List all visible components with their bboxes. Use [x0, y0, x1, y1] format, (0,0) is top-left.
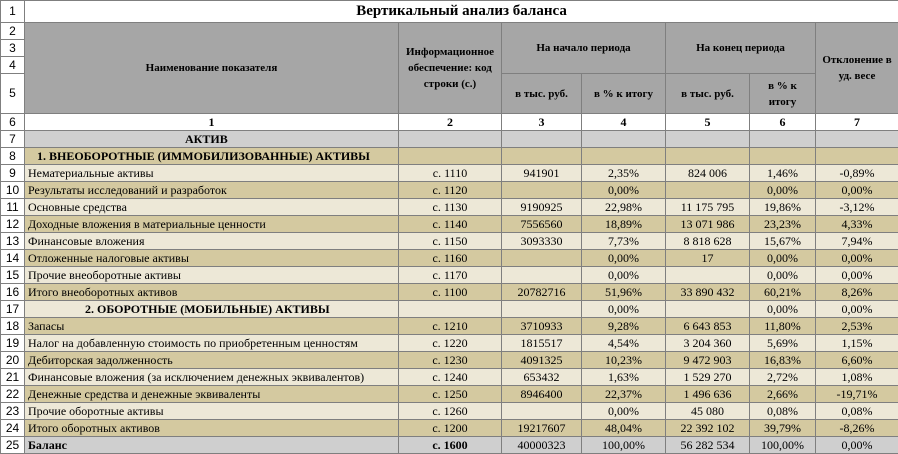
indicator-name-cell[interactable]: Отложенные налоговые активы: [25, 250, 399, 267]
indicator-name-cell[interactable]: Итого внеоборотных активов: [25, 284, 399, 301]
deviation-cell[interactable]: -3,12%: [816, 199, 898, 216]
pct-start-cell[interactable]: 48,04%: [582, 420, 666, 437]
value-end-cell[interactable]: 45 080: [666, 403, 750, 420]
line-code-cell[interactable]: с. 1100: [399, 284, 502, 301]
row-number[interactable]: 8: [1, 148, 25, 165]
column-number[interactable]: 1: [25, 114, 399, 131]
value-start-cell[interactable]: 4091325: [502, 352, 582, 369]
section-row: [1, 301, 898, 318]
line-code-cell[interactable]: с. 1250: [399, 386, 502, 403]
deviation-cell[interactable]: 1,15%: [816, 335, 898, 352]
cell[interactable]: [666, 301, 750, 318]
row-number[interactable]: 15: [1, 267, 25, 284]
line-code-cell[interactable]: с. 1220: [399, 335, 502, 352]
row-number[interactable]: 24: [1, 420, 25, 437]
pct-start-cell[interactable]: 9,28%: [582, 318, 666, 335]
line-code-cell[interactable]: с. 1170: [399, 267, 502, 284]
row-number[interactable]: 17: [1, 301, 25, 318]
value-end-cell[interactable]: 1 529 270: [666, 369, 750, 386]
table-row: [1, 369, 898, 386]
section-2-label[interactable]: 2. ОБОРОТНЫЕ (МОБИЛЬНЫЕ) АКТИВЫ: [25, 301, 399, 318]
pct-end-cell[interactable]: 1,46%: [750, 165, 816, 182]
column-number[interactable]: 4: [582, 114, 666, 131]
value-end-cell[interactable]: 3 204 360: [666, 335, 750, 352]
value-start-cell[interactable]: 1815517: [502, 335, 582, 352]
cell[interactable]: [582, 131, 666, 148]
pct-end-cell[interactable]: 2,72%: [750, 369, 816, 386]
value-end-cell[interactable]: 9 472 903: [666, 352, 750, 369]
cell[interactable]: [399, 148, 502, 165]
table-row: [1, 386, 898, 403]
pct-end-cell[interactable]: 0,00%: [750, 182, 816, 199]
header-pct-end[interactable]: в % к итогу: [750, 74, 816, 114]
row-number[interactable]: 10: [1, 182, 25, 199]
pct-end-cell[interactable]: 0,00%: [750, 267, 816, 284]
pct-end-cell[interactable]: 16,83%: [750, 352, 816, 369]
header-name[interactable]: Наименование показателя: [25, 23, 399, 114]
title-row: [1, 1, 898, 23]
table-row: [1, 352, 898, 369]
deviation-cell[interactable]: 4,33%: [816, 216, 898, 233]
column-number[interactable]: 5: [666, 114, 750, 131]
pct-start-cell[interactable]: 100,00%: [582, 437, 666, 454]
row-number[interactable]: 4: [1, 57, 25, 74]
indicator-name-cell[interactable]: Налог на добавленную стоимость по приобретенным ценностям: [25, 335, 399, 352]
indicator-name-cell[interactable]: Доходные вложения в материальные ценности: [25, 216, 399, 233]
pct-end-cell[interactable]: 11,80%: [750, 318, 816, 335]
deviation-cell[interactable]: 0,08%: [816, 403, 898, 420]
row-number[interactable]: 13: [1, 233, 25, 250]
table-row: [1, 199, 898, 216]
value-start-cell[interactable]: 7556560: [502, 216, 582, 233]
line-code-cell[interactable]: с. 1150: [399, 233, 502, 250]
value-start-cell[interactable]: 19217607: [502, 420, 582, 437]
row-number[interactable]: 1: [1, 1, 25, 23]
table-row: [1, 165, 898, 182]
deviation-cell[interactable]: -8,26%: [816, 420, 898, 437]
value-start-cell[interactable]: 653432: [502, 369, 582, 386]
pct-start-cell[interactable]: 51,96%: [582, 284, 666, 301]
column-numbers-row: [1, 114, 898, 131]
indicator-name-cell[interactable]: Запасы: [25, 318, 399, 335]
row-number[interactable]: 2: [1, 23, 25, 40]
deviation-cell[interactable]: 6,60%: [816, 352, 898, 369]
deviation-cell[interactable]: -0,89%: [816, 165, 898, 182]
deviation-cell[interactable]: 1,08%: [816, 369, 898, 386]
pct-start-cell[interactable]: 0,00%: [582, 267, 666, 284]
deviation-cell[interactable]: 2,53%: [816, 318, 898, 335]
cell[interactable]: [399, 301, 502, 318]
pct-start-cell[interactable]: 4,54%: [582, 335, 666, 352]
row-number[interactable]: 3: [1, 40, 25, 57]
balance-row: [1, 437, 898, 454]
row-number[interactable]: 12: [1, 216, 25, 233]
row-number[interactable]: 9: [1, 165, 25, 182]
value-end-cell[interactable]: 6 643 853: [666, 318, 750, 335]
table-row: [1, 182, 898, 199]
row-number[interactable]: 21: [1, 369, 25, 386]
value-end-cell[interactable]: 13 071 986: [666, 216, 750, 233]
pct-start-cell[interactable]: 22,37%: [582, 386, 666, 403]
table-row: [1, 420, 898, 437]
pct-end-cell[interactable]: 0,08%: [750, 403, 816, 420]
pct-end-cell[interactable]: 5,69%: [750, 335, 816, 352]
deviation-cell[interactable]: 0,00%: [816, 437, 898, 454]
table-row: [1, 216, 898, 233]
pct-start-cell[interactable]: 1,63%: [582, 369, 666, 386]
column-number[interactable]: 7: [816, 114, 898, 131]
deviation-cell[interactable]: 0,00%: [816, 267, 898, 284]
header-thous-rub-end[interactable]: в тыс. руб.: [666, 74, 750, 114]
line-code-cell[interactable]: с. 1600: [399, 437, 502, 454]
value-end-cell[interactable]: 824 006: [666, 165, 750, 182]
pct-end-cell[interactable]: 15,67%: [750, 233, 816, 250]
pct-end-cell[interactable]: 100,00%: [750, 437, 816, 454]
indicator-name-cell[interactable]: Результаты исследований и разработок: [25, 182, 399, 199]
table-row: [1, 335, 898, 352]
deviation-cell[interactable]: 7,94%: [816, 233, 898, 250]
table-row: [1, 284, 898, 301]
line-code-cell[interactable]: с. 1210: [399, 318, 502, 335]
indicator-name-cell[interactable]: Финансовые вложения: [25, 233, 399, 250]
sheet-title[interactable]: Вертикальный анализ баланса: [25, 1, 898, 23]
deviation-cell[interactable]: -19,71%: [816, 386, 898, 403]
pct-start-cell[interactable]: 10,23%: [582, 352, 666, 369]
value-end-cell[interactable]: 22 392 102: [666, 420, 750, 437]
section-row: [1, 148, 898, 165]
indicator-name-cell[interactable]: Денежные средства и денежные эквиваленты: [25, 386, 399, 403]
cell[interactable]: [502, 148, 582, 165]
table-row: [1, 318, 898, 335]
line-code-cell[interactable]: с. 1140: [399, 216, 502, 233]
header-row: [1, 23, 898, 40]
section-asset-label[interactable]: АКТИВ: [25, 131, 399, 148]
header-pct-start[interactable]: в % к итогу: [582, 74, 666, 114]
pct-end-cell[interactable]: 2,66%: [750, 386, 816, 403]
cell[interactable]: [750, 148, 816, 165]
row-number[interactable]: 20: [1, 352, 25, 369]
line-code-cell[interactable]: с. 1110: [399, 165, 502, 182]
pct-start-cell[interactable]: 0,00%: [582, 182, 666, 199]
value-end-cell[interactable]: 8 818 628: [666, 233, 750, 250]
line-code-cell[interactable]: с. 1160: [399, 250, 502, 267]
section-row: [1, 131, 898, 148]
column-number[interactable]: 6: [750, 114, 816, 131]
pct-end-cell[interactable]: 19,86%: [750, 199, 816, 216]
header-end-period[interactable]: На конец периода: [666, 23, 816, 74]
cell[interactable]: [502, 131, 582, 148]
value-start-cell[interactable]: 8946400: [502, 386, 582, 403]
indicator-name-cell[interactable]: Финансовые вложения (за исключением денежных эквивалентов): [25, 369, 399, 386]
indicator-name-cell[interactable]: Прочие оборотные активы: [25, 403, 399, 420]
value-start-cell[interactable]: 3093330: [502, 233, 582, 250]
cell[interactable]: [666, 131, 750, 148]
value-end-cell[interactable]: 11 175 795: [666, 199, 750, 216]
deviation-cell[interactable]: 0,00%: [816, 182, 898, 199]
header-deviation[interactable]: Отклонение в уд. весе: [816, 23, 898, 114]
cell[interactable]: [502, 301, 582, 318]
pct-start-cell[interactable]: 7,73%: [582, 233, 666, 250]
header-thous-rub-start[interactable]: в тыс. руб.: [502, 74, 582, 114]
line-code-cell[interactable]: с. 1230: [399, 352, 502, 369]
column-number[interactable]: 3: [502, 114, 582, 131]
value-start-cell[interactable]: 40000323: [502, 437, 582, 454]
header-start-period[interactable]: На начало периода: [502, 23, 666, 74]
value-end-cell[interactable]: 17: [666, 250, 750, 267]
indicator-name-cell[interactable]: Дебиторская задолженность: [25, 352, 399, 369]
pct-start-cell[interactable]: 0,00%: [582, 403, 666, 420]
header-info[interactable]: Информационное обеспечение: код строки (с.): [399, 23, 502, 114]
row-number[interactable]: 7: [1, 131, 25, 148]
line-code-cell[interactable]: с. 1120: [399, 182, 502, 199]
cell[interactable]: [816, 148, 898, 165]
row-number[interactable]: 14: [1, 250, 25, 267]
row-number[interactable]: 11: [1, 199, 25, 216]
indicator-name-cell[interactable]: Нематериальные активы: [25, 165, 399, 182]
row-number[interactable]: 23: [1, 403, 25, 420]
line-code-cell[interactable]: с. 1200: [399, 420, 502, 437]
value-start-cell[interactable]: 3710933: [502, 318, 582, 335]
pct-start-cell[interactable]: 2,35%: [582, 165, 666, 182]
deviation-cell[interactable]: 8,26%: [816, 284, 898, 301]
value-start-cell[interactable]: [502, 182, 582, 199]
value-start-cell[interactable]: [502, 250, 582, 267]
cell[interactable]: [750, 131, 816, 148]
indicator-name-cell[interactable]: Основные средства: [25, 199, 399, 216]
row-number[interactable]: 18: [1, 318, 25, 335]
indicator-name-cell[interactable]: Баланс: [25, 437, 399, 454]
value-start-cell[interactable]: [502, 267, 582, 284]
deviation-cell[interactable]: 0,00%: [816, 301, 898, 318]
pct-start-cell[interactable]: 22,98%: [582, 199, 666, 216]
row-number[interactable]: 5: [1, 74, 25, 114]
table-row: [1, 233, 898, 250]
value-start-cell[interactable]: [502, 403, 582, 420]
pct-end-cell[interactable]: 0,00%: [750, 250, 816, 267]
column-number[interactable]: 2: [399, 114, 502, 131]
value-end-cell[interactable]: [666, 182, 750, 199]
deviation-cell[interactable]: 0,00%: [816, 250, 898, 267]
value-end-cell[interactable]: 1 496 636: [666, 386, 750, 403]
table-row: [1, 250, 898, 267]
value-start-cell[interactable]: 941901: [502, 165, 582, 182]
section-1-label[interactable]: 1. ВНЕОБОРОТНЫЕ (ИММОБИЛИЗОВАННЫЕ) АКТИВЫ: [25, 148, 399, 165]
cell[interactable]: [399, 131, 502, 148]
indicator-name-cell[interactable]: Итого оборотных активов: [25, 420, 399, 437]
pct-start-cell[interactable]: 18,89%: [582, 216, 666, 233]
row-number[interactable]: 19: [1, 335, 25, 352]
pct-start-cell[interactable]: 0,00%: [582, 301, 666, 318]
value-end-cell[interactable]: 33 890 432: [666, 284, 750, 301]
cell[interactable]: [816, 131, 898, 148]
line-code-cell[interactable]: с. 1260: [399, 403, 502, 420]
row-number[interactable]: 25: [1, 437, 25, 454]
line-code-cell[interactable]: с. 1130: [399, 199, 502, 216]
value-end-cell[interactable]: [666, 267, 750, 284]
cell[interactable]: [666, 148, 750, 165]
value-end-cell[interactable]: 56 282 534: [666, 437, 750, 454]
row-number[interactable]: 22: [1, 386, 25, 403]
value-start-cell[interactable]: 9190925: [502, 199, 582, 216]
row-number[interactable]: 16: [1, 284, 25, 301]
indicator-name-cell[interactable]: Прочие внеоборотные активы: [25, 267, 399, 284]
table-row: [1, 403, 898, 420]
row-number[interactable]: 6: [1, 114, 25, 131]
pct-end-cell[interactable]: 39,79%: [750, 420, 816, 437]
pct-end-cell[interactable]: 23,23%: [750, 216, 816, 233]
cell[interactable]: [582, 148, 666, 165]
pct-end-cell[interactable]: 60,21%: [750, 284, 816, 301]
line-code-cell[interactable]: с. 1240: [399, 369, 502, 386]
pct-end-cell[interactable]: 0,00%: [750, 301, 816, 318]
value-start-cell[interactable]: 20782716: [502, 284, 582, 301]
table-row: [1, 267, 898, 284]
pct-start-cell[interactable]: 0,00%: [582, 250, 666, 267]
